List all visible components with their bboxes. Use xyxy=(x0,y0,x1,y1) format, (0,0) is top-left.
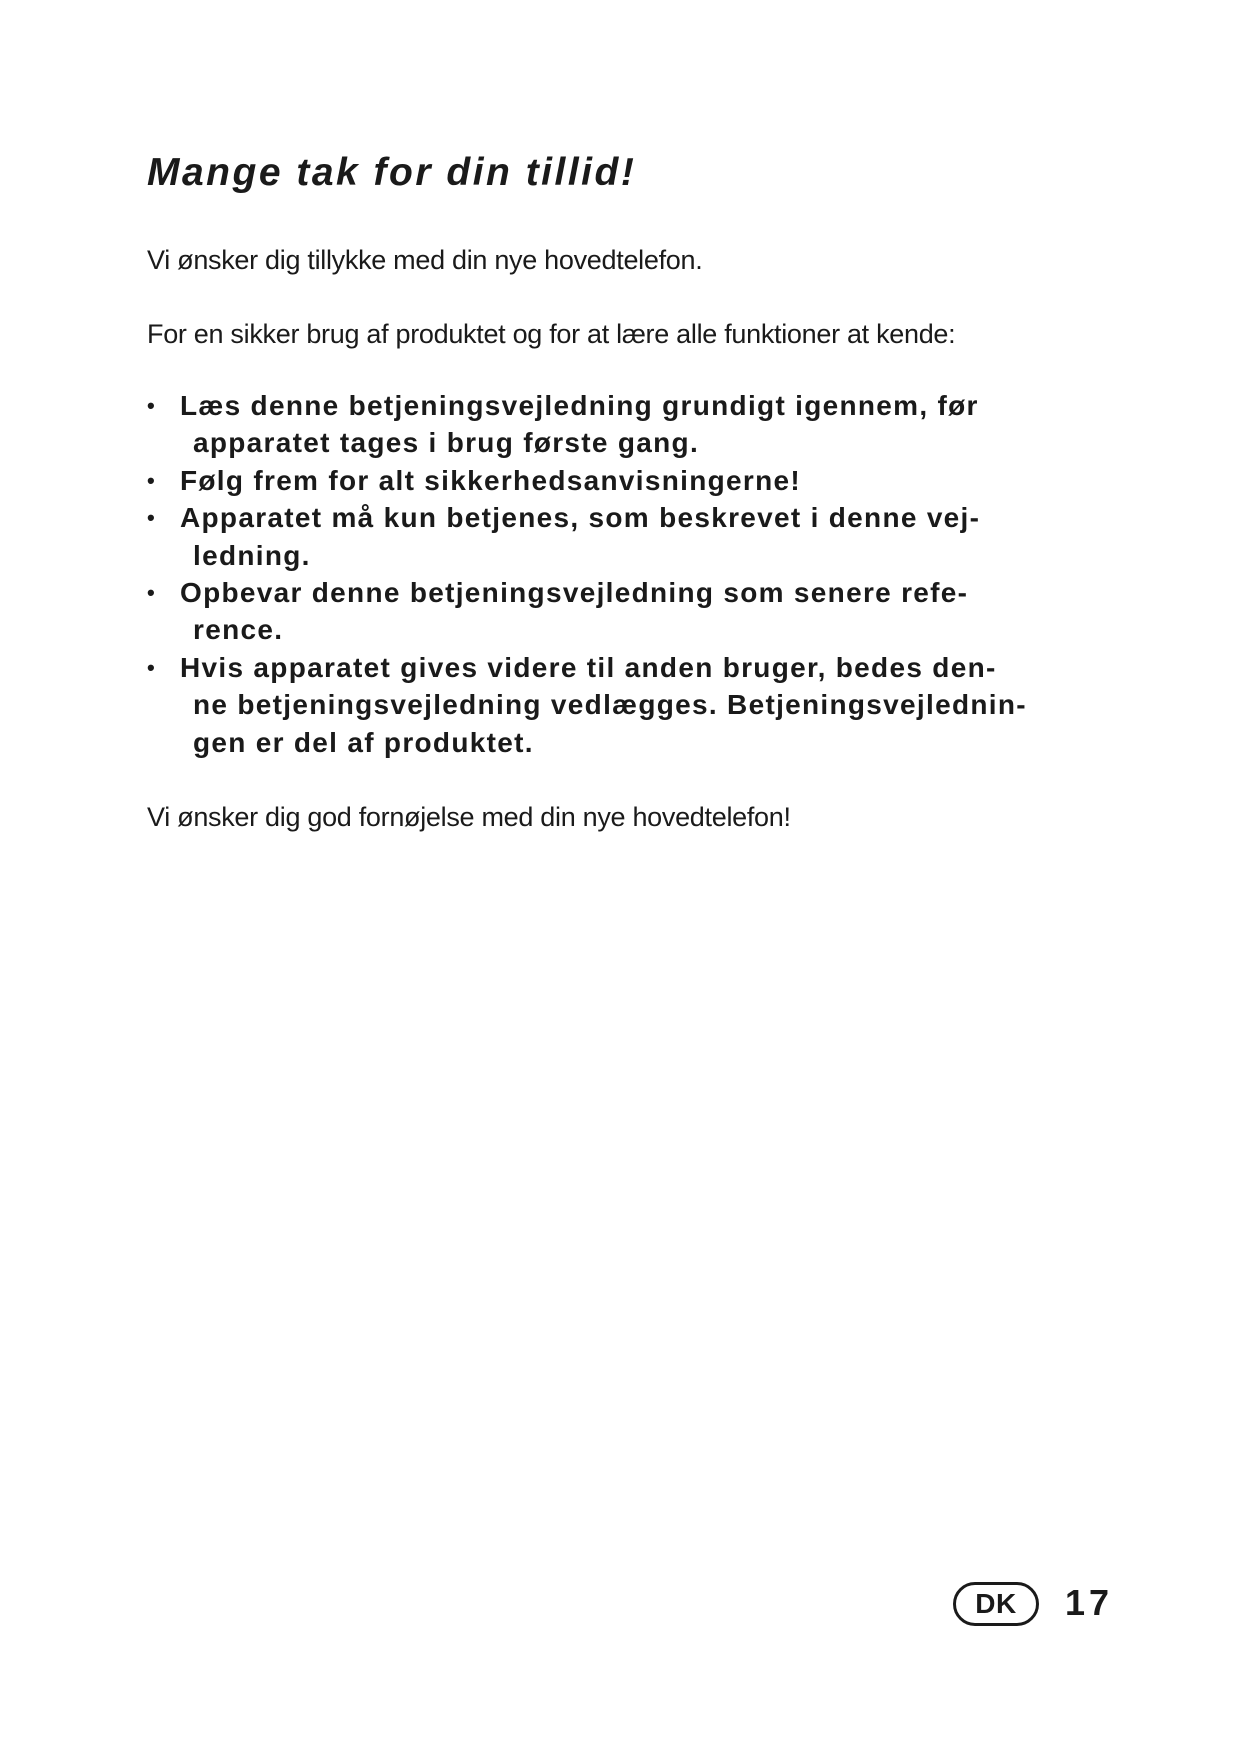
closing-paragraph: Vi ønsker dig god fornøjelse med din nye hovedtelefon! xyxy=(147,802,791,832)
instruction-line: Læs denne betjeningsvejledning grundigt igennem, før xyxy=(180,390,979,421)
bullet-icon: • xyxy=(147,467,157,493)
page-footer xyxy=(953,1580,1133,1634)
instruction-line: rence. xyxy=(193,614,284,646)
intro-paragraph: Vi ønsker dig tillykke med din nye hovedtelefon. xyxy=(147,245,703,275)
instruction-item xyxy=(147,499,1127,574)
lead-paragraph: For en sikker brug af produktet og for at lære alle funktioner at kende: xyxy=(147,319,956,349)
instruction-item xyxy=(147,462,1127,499)
bullet-icon: • xyxy=(147,393,157,418)
instruction-line: Apparatet må kun betjenes, som beskrevet i denne vej- xyxy=(180,502,981,534)
instruction-list xyxy=(147,387,1127,761)
bullet-icon: • xyxy=(147,505,157,531)
instruction-line: gen er del af produktet. xyxy=(193,726,534,758)
instruction-item xyxy=(147,649,1127,761)
bullet-icon: • xyxy=(147,580,157,606)
instruction-line: Hvis apparatet gives videre til anden bruger, bedes den- xyxy=(180,651,997,683)
instruction-item xyxy=(147,387,1127,462)
instruction-line: apparatet tages i brug første gang. xyxy=(193,427,700,459)
bullet-icon: • xyxy=(147,654,157,680)
instruction-line: ne betjeningsvejledning vedlægges. Betjeningsvejlednin- xyxy=(193,689,1027,721)
page-number: 17 xyxy=(1065,1582,1114,1623)
instruction-line: ledning. xyxy=(193,539,311,571)
language-badge: DK xyxy=(953,1582,1039,1626)
instruction-line: Opbevar denne betjeningsvejledning som senere refe- xyxy=(180,577,969,609)
instruction-item xyxy=(147,574,1127,649)
page-title: Mange tak for din tillid! xyxy=(147,151,637,194)
instruction-line: Følg frem for alt sikkerhedsanvisningerne! xyxy=(180,464,801,496)
